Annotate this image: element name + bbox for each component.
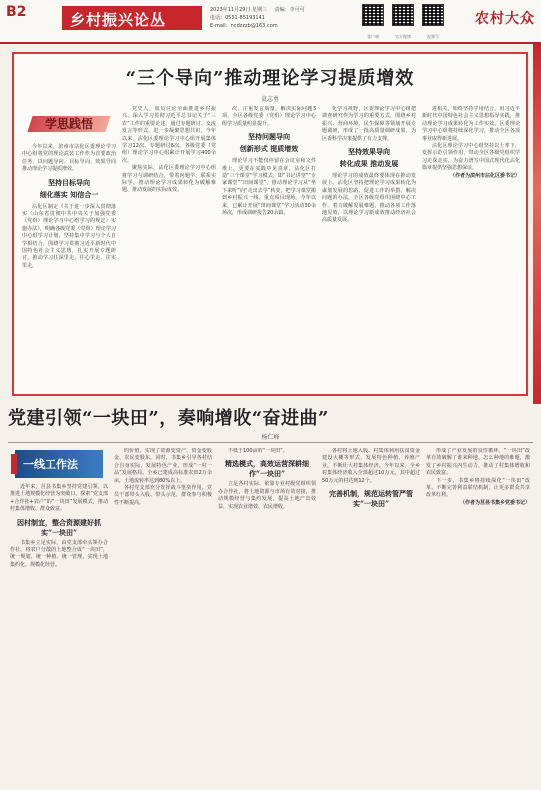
subheading: 转化成果 推动发展 (339, 159, 399, 169)
paragraph: 各村党支部充分发挥战斗堡垒作用，党员干部带头入股、带头示范，群众参与积极性不断提高。 (114, 485, 212, 506)
article-1 (12, 52, 528, 396)
article-1-title: “三个导向”推动理论学习提质增效 (125, 68, 415, 89)
article-1-column (422, 106, 520, 392)
qr-code-icon (362, 4, 384, 26)
page-header (0, 0, 541, 44)
editor: 责编：李可可 (274, 7, 305, 13)
column-tag (26, 106, 112, 140)
subheading: 坚持效果导向 (348, 147, 390, 157)
article-2-column (426, 448, 530, 784)
edge-decoration (533, 44, 541, 404)
qr-code-icon (422, 4, 444, 26)
paragraph: 近年来，莒县书集乡坚持党建引领，以推进土地规模化经营为突破口，探索“党支部+合作社+农户”的“一块田”发展模式，推动村集体增收、群众致富。 (10, 484, 108, 513)
subheading: 精选模式，高效运营深耕细作“一块田” (225, 459, 309, 479)
column-tag-label: 学思践悟 (44, 117, 93, 131)
newspaper-brand: 农村大众 (475, 11, 535, 27)
section-banner: 乡村振兴论丛 (62, 6, 202, 30)
article-2-column (322, 448, 420, 784)
subheading: 创新形式 提质增效 (239, 144, 299, 154)
article-2-column (218, 448, 316, 784)
email: E-mail：ncdzzzb@163.com (210, 23, 278, 29)
issue-date: 2023年11月29日 星期三 (210, 7, 268, 13)
hotline: 电话：0531-85193141 (210, 15, 265, 21)
paragraph: 理论学习的成效最终要体现在推动发展上。沾化区坚持把理论学习成果转化为谋划发展的思路、促进工作的举措、解决问题的办法，全区各级党组织围绕中心工作，着力破解发展难题，推动各项工作落地见效，以理论学习新成效推动经济社会高质量发展。 (322, 173, 416, 224)
paragraph: 的价值，实现了资源变资产、资金变股金、农民变股东。同时，书集乡引导各村结合自身实际，发展特色产业，形成“一村一品”发展格局。全乡已建成高标准农田2万余亩，土地流转率达到80%以上。 (114, 448, 212, 484)
article-1-column (222, 106, 316, 392)
article-2-column (10, 448, 108, 784)
paragraph: 各村将土地入股、村集体利用扶贫资金建设大棚等形式，发展特色种植、养殖产业，不断壮大村集体经济。今年以来，全乡村集体经济收入全部超过10万元，其中超过50万元的村达到12个。 (322, 448, 420, 484)
paragraph: 不低于100亩的“一块田”。 (228, 448, 288, 454)
divider (8, 442, 533, 443)
paragraph: 沾化区制定《关于进一步深入贯彻落实〈山东省贯彻中共中央关于加强党委（党组）理论学习中心组学习的规定〉实施办法》，明确各级党委（党组）理论学习中心组学习计划，坚持集中学习与个人自学相结合，围绕学习贯彻习近平新时代中国特色社会主义思想，扎实开展专题研讨，推动学习往深里走、往心里走、往实里走。 (22, 203, 116, 269)
author-note: （作者为滨州市沾化区委书记） (449, 172, 520, 179)
article-2-author: 杨仁峰 (261, 434, 280, 441)
article-2-column (114, 448, 212, 784)
article-1-column (22, 106, 116, 392)
paragraph: 进相关，始终坚持学用结合，用习近平新时代中国特色社会主义思想指导实践，推动理论学习成果转化为工作实效。区委理论学习中心组将持续深化学习，推动全区各项事业取得新进展。 (422, 106, 520, 142)
qr-label: 客户端 (367, 34, 379, 39)
paragraph: 党史人。成员讨论全面推进乡村振兴、深入学习贯彻习近平总书记关于“三农”工作的重要论述，通过专题研讨、交流发言等形式，进一步凝聚思想共识。今年以来，沾化区委理论学习中心组开展集体学习12次、专题研讨6次，各级党委（党组）理论学习中心组累计开展学习400余次。 (122, 106, 216, 164)
article-2-title: 党建引领“一块田”，奏响增收“奋进曲” (8, 408, 329, 429)
paragraph: 立足各村实际，依靠专业村级党组织领办合作社，将土地资源与市场有效对接，推动规模经营与集约发展，提高土地产出效益，实现农业增效、农民增收。 (218, 481, 316, 510)
paragraph: 今年以来，滨州市沾化区委理论学习中心组将党的理论武装工作作为首要政治任务，以问题导向、目标导向、效果导向推动理论学习提质增效。 (22, 144, 116, 173)
paragraph: 形成了产业发展的良性循环。“一块田”改革有效破解了谁来种地、怎么种地的难题，激发了乡村振兴内生动力，推动了村集体增收和农民致富。 (426, 448, 530, 477)
author-note: （作者为莒县书集乡党委书记） (459, 499, 530, 506)
paragraph: 化学习视野，区委理论学习中心组把调查研究作为学习的重要方式，围绕乡村振兴、营商环境、民生保障等领域开展专题调研，形成了一批高质量调研成果，为区委科学决策提供了有力支撑。 (322, 106, 416, 142)
paragraph: 沾化区理论学习中心组坚持以上率下，发挥示范引领作用，带动全区各级党组织学习走深走实，为奋力谱写中国式现代化沾化篇章提供坚强思想保证。 (422, 143, 520, 172)
paragraph: 理论学习不能仅停留在会议室和文件堆上，更要在实践中见真章。沾化区打造“三个课堂”学习模式，即“书记讲堂”“专家课堂”“田间课堂”，推动理论学习从“坐下来听”向“走出去学”转变，把学习课堂搬到乡村振兴一线、重点项目现场。今年以来，已累计开展“田间课堂”学习活动30余场次，形成调研报告20余篇。 (222, 158, 316, 217)
column-badge: 一线工作法 (15, 450, 103, 478)
article-1-author: 袁志勇 (260, 96, 279, 103)
subheading: 坚持问题导向 (248, 132, 290, 142)
subheading: 完善机制，规范运转管严管实“一块田” (329, 489, 413, 509)
paragraph: 聚焦实际，沾化区委理论学习中心组将学习与调研结合，带着问题学、联系实际学，推动理论学习成果转化为破解难题、推动发展的实际成效。 (122, 165, 216, 194)
article-1-column (122, 106, 216, 392)
qr-label: 官方微博 (395, 34, 411, 39)
paragraph: 书集乡立足实际，由党支部牵头领办合作社，将农户分散的土地整合成“一块田”，统一规划、统一种植、统一管理，实现土地集约化、规模化经营。 (10, 539, 108, 568)
paragraph: 次，注重发言质量，解决实际问题3项。全区各级党委（党组）理论学习中心组学习质量明显提升。 (222, 106, 316, 127)
qr-label: 视频号 (427, 34, 439, 39)
header-meta (210, 6, 360, 30)
qr-code-icon (392, 4, 414, 26)
subheading: 细化落实 知信合一 (39, 189, 99, 199)
article-1-column (322, 106, 416, 392)
subheading: 坚持目标导向 (48, 177, 90, 187)
paragraph: 下一步，书集乡将持续深化“一块田”改革，不断完善利益联结机制，让更多群众共享改革红利。 (426, 477, 530, 499)
page-number: B2 (6, 4, 27, 20)
subheading: 因村制宜，整合资源建好抓实“一块田” (17, 517, 101, 537)
